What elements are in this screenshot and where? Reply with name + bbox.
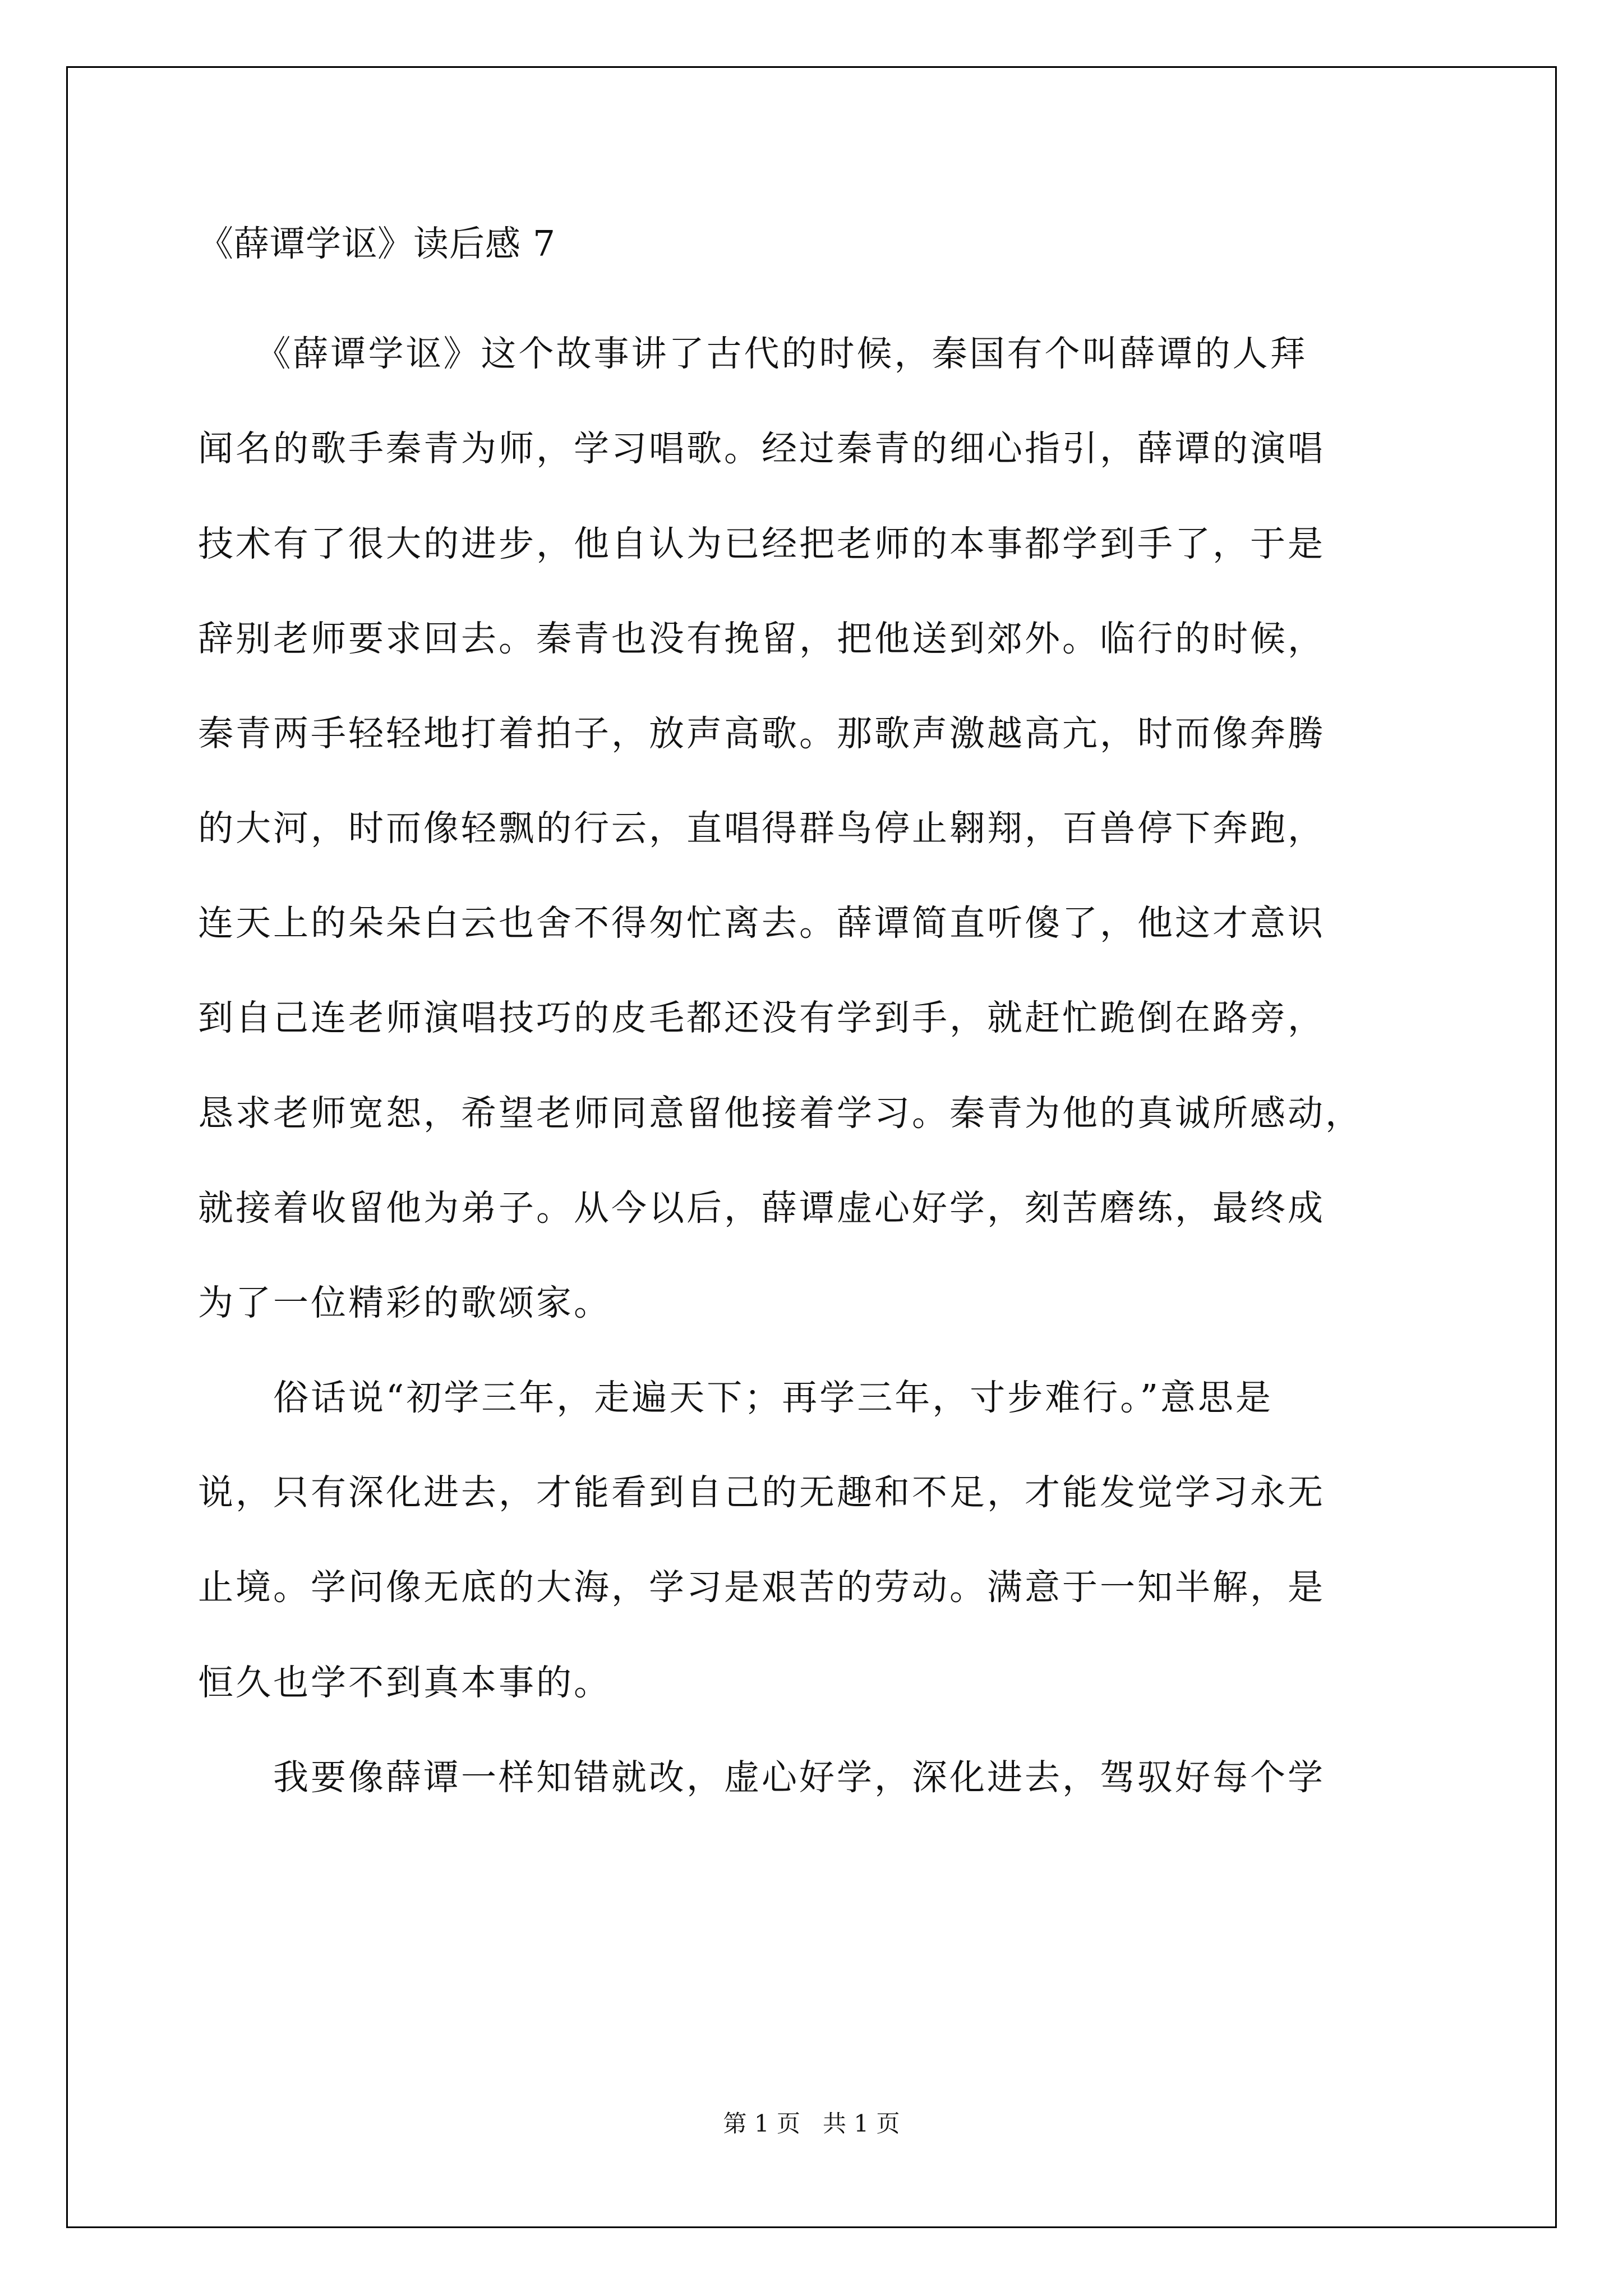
- text-line-8: 到自己连老师演唱技巧的皮毛都还没有学到手，就赶忙跪倒在路旁，: [198, 997, 1325, 1038]
- document-title: 《薛谭学讴》读后感 7: [198, 223, 556, 264]
- text-line-7: 连天上的朵朵白云也舍不得匆忙离去。薛谭简直听傻了，他这才意识: [198, 903, 1325, 944]
- text-line-1: 《薛谭学讴》这个故事讲了古代的时候，秦国有个叫薛谭的人拜: [198, 333, 1308, 374]
- text-line-10: 就接着收留他为弟子。从今以后，薛谭虚心好学，刻苦磨练，最终成: [198, 1188, 1325, 1228]
- page-number: 第 1 页: [723, 2110, 800, 2137]
- text-line-14: 止境。学问像无底的大海，学习是艰苦的劳动。满意于一知半解，是: [198, 1567, 1325, 1608]
- text-line-4: 辞别老师要求回去。秦青也没有挽留，把他送到郊外。临行的时候，: [198, 618, 1325, 659]
- text-line-6: 的大河，时而像轻飘的行云，直唱得群鸟停止翱翔，百兽停下奔跑，: [198, 808, 1325, 849]
- text-line-2: 闻名的歌手秦青为师，学习唱歌。经过秦青的细心指引，薛谭的演唱: [198, 428, 1325, 469]
- text-line-9: 恳求老师宽恕，希望老师同意留他接着学习。秦青为他的真诚所感动，: [198, 1093, 1363, 1134]
- text-line-13: 说，只有深化进去，才能看到自己的无趣和不足，才能发觉学习永无: [198, 1472, 1325, 1513]
- text-line-12: 俗话说“初学三年，走遍天下；再学三年，寸步难行。”意思是: [198, 1377, 1273, 1418]
- text-line-11: 为了一位精彩的歌颂家。: [198, 1282, 611, 1323]
- text-line-3: 技术有了很大的进步，他自认为已经把老师的本事都学到手了，于是: [198, 523, 1325, 564]
- page-border: [66, 66, 1557, 2228]
- page-total: 共 1 页: [823, 2110, 900, 2137]
- text-line-16: 我要像薛谭一样知错就改，虚心好学，深化进去，驾驭好每个学: [198, 1757, 1325, 1798]
- text-line-5: 秦青两手轻轻地打着拍子，放声高歌。那歌声激越高亢，时而像奔腾: [198, 713, 1325, 754]
- page-footer: [0, 2108, 1623, 2139]
- text-line-15: 恒久也学不到真本事的。: [198, 1662, 611, 1703]
